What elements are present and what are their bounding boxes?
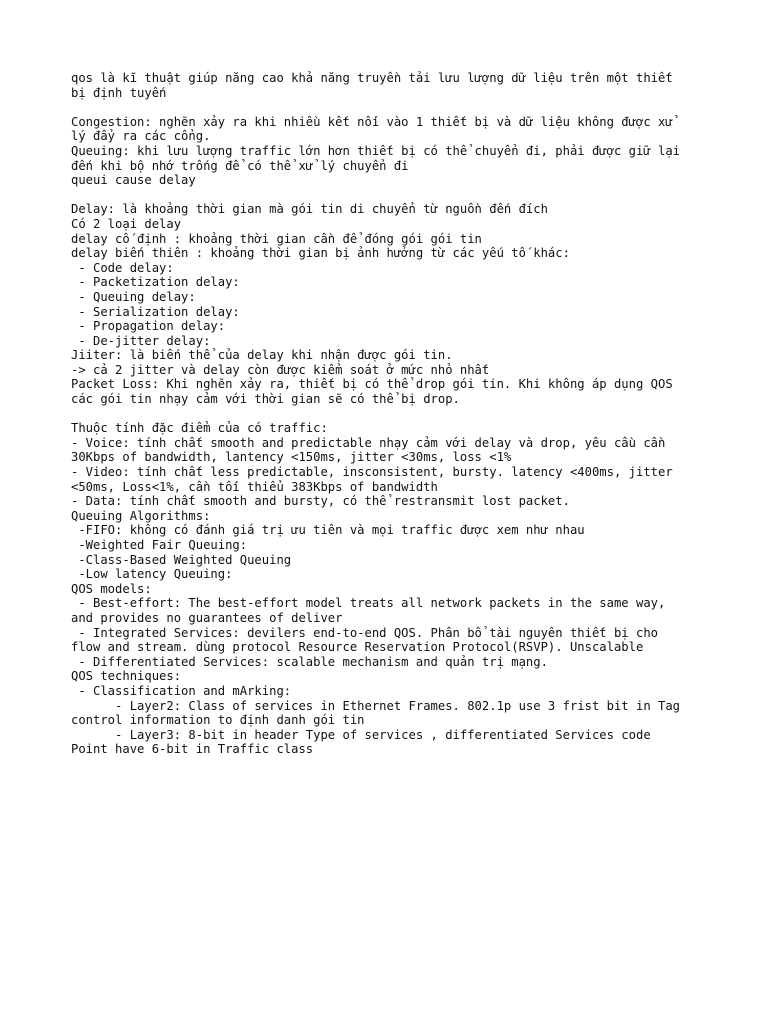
- text-line: - Differentiated Services: scalable mechanism and quản trị mạng.: [71, 654, 548, 669]
- text-line: -> cả 2 jitter và delay còn được kiểm soát ở mức nhỏ nhất: [71, 362, 490, 377]
- text-line: - Classification and mArking:: [71, 683, 292, 698]
- text-line: - De-jitter delay:: [71, 333, 211, 348]
- text-line: Point have 6-bit in Traffic class: [71, 742, 314, 757]
- text-line: đến khi bộ nhớ trống để có thể xử lý chuyển đi: [71, 158, 409, 173]
- text-line: Queuing Algorithms:: [71, 508, 211, 523]
- text-line: control information to định danh gói tin: [71, 713, 365, 728]
- text-line: Packet Loss: Khi nghẽn xảy ra, thiết bị có thể drop gói tin. Khi không áp dụng QOS: [71, 377, 673, 392]
- blank-line: [71, 407, 711, 422]
- document-page: [71, 71, 711, 757]
- text-line: - Layer2: Class of services in Ethernet Frames. 802.1p use 3 frist bit in Tag: [71, 698, 681, 713]
- text-line: -Low latency Queuing:: [71, 567, 233, 582]
- text-line: -Class-Based Weighted Queuing: [71, 552, 292, 567]
- text-line: delay biến thiên : khoảng thời gian bị ảnh hưởng từ các yếu tố khác:: [71, 246, 570, 261]
- text-line: bị định tuyến: [71, 85, 167, 100]
- text-line: - Voice: tính chất smooth and predictable nhạy cảm với delay và drop, yêu cầu cần: [71, 435, 666, 450]
- text-line: Jiiter: là biến thể của delay khi nhận được gói tin.: [71, 348, 453, 363]
- text-line: delay cố định : khoảng thời gian cần để đóng gói gói tin: [71, 231, 482, 246]
- text-line: Queuing: khi lưu lượng traffic lớn hơn thiết bị có thể chuyển đi, phải được giữ lại: [71, 143, 681, 158]
- text-line: flow and stream. dùng protocol Resource Reservation Protocol(RSVP). Unscalable: [71, 640, 644, 655]
- text-line: - Integrated Services: devilers end-to-end QOS. Phân bổ tài nguyên thiết bị cho: [71, 625, 658, 640]
- text-line: lý đẩy ra các cổng.: [71, 129, 211, 144]
- text-line: queui cause delay: [71, 173, 196, 188]
- text-line: and provides no guarantees of deliver: [71, 610, 343, 625]
- text-line: Có 2 loại delay: [71, 216, 182, 231]
- text-line: 30Kbps of bandwidth, lantency <150ms, jitter <30ms, loss <1%: [71, 450, 512, 465]
- text-line: - Video: tính chất less predictable, insconsistent, bursty. latency <400ms, jitter: [71, 465, 673, 480]
- text-line: - Queuing delay:: [71, 289, 196, 304]
- text-line: qos là kĩ thuật giúp năng cao khả năng truyền tải lưu lượng dữ liệu trên một thiết: [71, 71, 673, 85]
- text-line: các gói tin nhạy cảm với thời gian sẽ có thể bị drop.: [71, 392, 460, 407]
- text-line: - Serialization delay:: [71, 304, 240, 319]
- text-line: -FIFO: không có đánh giá trị ưu tiên và mọi traffic được xem như nhau: [71, 523, 585, 538]
- text-line: - Best-effort: The best-effort model treats all network packets in the same way,: [71, 596, 666, 611]
- text-line: -Weighted Fair Queuing:: [71, 538, 248, 552]
- text-line: Thuộc tính đặc điểm của có traffic:: [71, 421, 328, 436]
- text-line: - Layer3: 8-bit in header Type of services , differentiated Services code: [71, 727, 651, 742]
- blank-line: [71, 188, 711, 203]
- text-line: QOS models:: [71, 581, 152, 596]
- text-line: - Packetization delay:: [71, 275, 240, 290]
- text-line: Congestion: nghẽn xảy ra khi nhiều kết nối vào 1 thiết bị và dữ liệu không được xử: [71, 114, 673, 129]
- text-line: Delay: là khoảng thời gian mà gói tin di chuyển từ nguồn đến đích: [71, 202, 548, 217]
- text-line: - Propagation delay:: [71, 319, 226, 334]
- blank-line: [71, 100, 711, 115]
- text-line: - Data: tính chất smooth and bursty, có thể restransmit lost packet.: [71, 494, 570, 509]
- text-line: - Code delay:: [71, 260, 174, 275]
- text-line: <50ms, Loss<1%, cần tối thiểu 383Kbps of bandwidth: [71, 479, 438, 494]
- text-line: QOS techniques:: [71, 669, 182, 684]
